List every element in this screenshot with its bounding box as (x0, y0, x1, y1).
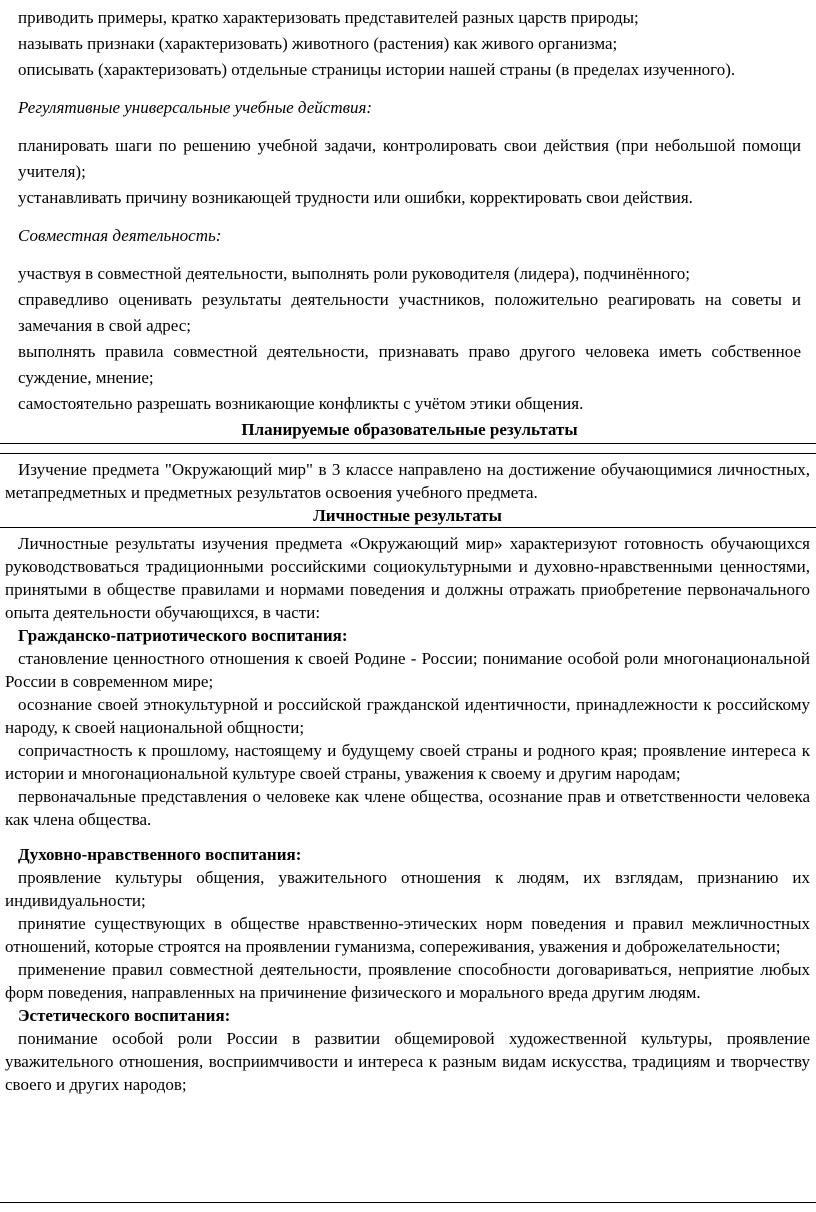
spacer (18, 211, 801, 223)
paragraph: описывать (характеризовать) отдельные страницы истории нашей страны (в пределах изученного). (18, 60, 736, 79)
subheading-spiritual-education: Духовно-нравственного воспитания: (18, 845, 302, 864)
paragraph: сопричастность к прошлому, настоящему и будущему своей страны и родного края; проявление интереса к истории и многонациональной культуре своей страны, уважения к своему и другим народам; (5, 741, 810, 783)
divider-bottom (0, 1202, 816, 1203)
paragraph: становление ценностного отношения к своей Родине - России; понимание особой роли многонациональной России в современном мире; (5, 649, 810, 691)
paragraph: первоначальные представления о человеке как члене общества, осознание прав и ответственности человека как члена общества. (5, 787, 810, 829)
paragraph: выполнять правила совместной деятельности, признавать право другого человека иметь собственное суждение, мнение; (18, 342, 801, 387)
content-top-section (0, 0, 816, 443)
divider-double (0, 443, 816, 454)
paragraph: Личностные результаты изучения предмета «Окружающий мир» характеризуют готовность обучающихся руководствоваться традиционными российскими социокультурными и духовно-нравственными ценностями, принятыми в обществе правилами и нормами поведения и должны отражать приобретение первоначального опыта деятельности обучающихся, в части: (5, 534, 810, 622)
paragraph: устанавливать причину возникающей трудности или ошибки, корректировать свои действия. (18, 188, 693, 207)
paragraph: осознание своей этнокультурной и российской гражданской идентичности, принадлежности к российскому народу, к своей национальной общности; (5, 695, 810, 737)
spacer (5, 831, 810, 843)
paragraph: самостоятельно разрешать возникающие конфликты с учётом этики общения. (18, 394, 584, 413)
paragraph: принятие существующих в обществе нравственно-этических норм поведения и правил межличностных отношений, которые строятся на проявлении гуманизма, сопереживания, уважения и доброжелательности; (5, 914, 810, 956)
section-heading-planned-results: Планируемые образовательные результаты (241, 420, 578, 439)
paragraph: справедливо оценивать результаты деятельности участников, положительно реагировать на советы и замечания в свой адрес; (18, 290, 801, 335)
table-cell-intro (0, 454, 816, 527)
section-heading-personal-results: Личностные результаты (313, 506, 502, 525)
spacer (18, 249, 801, 261)
spacer (18, 83, 801, 95)
paragraph: планировать шаги по решению учебной задачи, контролировать свои действия (при небольшой помощи учителя); (18, 136, 801, 181)
paragraph: участвуя в совместной деятельности, выполнять роли руководителя (лидера), подчинённого; (18, 264, 690, 283)
paragraph: проявление культуры общения, уважительного отношения к людям, их взглядам, признанию их индивидуальности; (5, 868, 810, 910)
subheading-civic-education: Гражданско-патриотического воспитания: (18, 626, 348, 645)
subheading-aesthetic-education: Эстетического воспитания: (18, 1006, 231, 1025)
table-cell-personal-results (0, 528, 816, 1096)
subheading-regulative: Регулятивные универсальные учебные действия: (18, 98, 373, 117)
subheading-joint-activity: Совместная деятельность: (18, 226, 222, 245)
paragraph: применение правил совместной деятельности, проявление способности договариваться, неприятие любых форм поведения, направленных на причинение физического и морального вреда другим людям. (5, 960, 810, 1002)
paragraph: приводить примеры, кратко характеризовать представителей разных царств природы; (18, 8, 639, 27)
paragraph: называть признаки (характеризовать) животного (растения) как живого организма; (18, 34, 618, 53)
paragraph: Изучение предмета "Окружающий мир" в 3 классе направлено на достижение обучающимися личностных, метапредметных и предметных результатов освоения учебного предмета. (5, 460, 810, 502)
spacer (18, 121, 801, 133)
paragraph: понимание особой роли России в развитии общемировой художественной культуры, проявление уважительного отношения, восприимчивости и интереса к разным видам искусства, традициям и творчеству своего и других народов; (5, 1029, 810, 1094)
